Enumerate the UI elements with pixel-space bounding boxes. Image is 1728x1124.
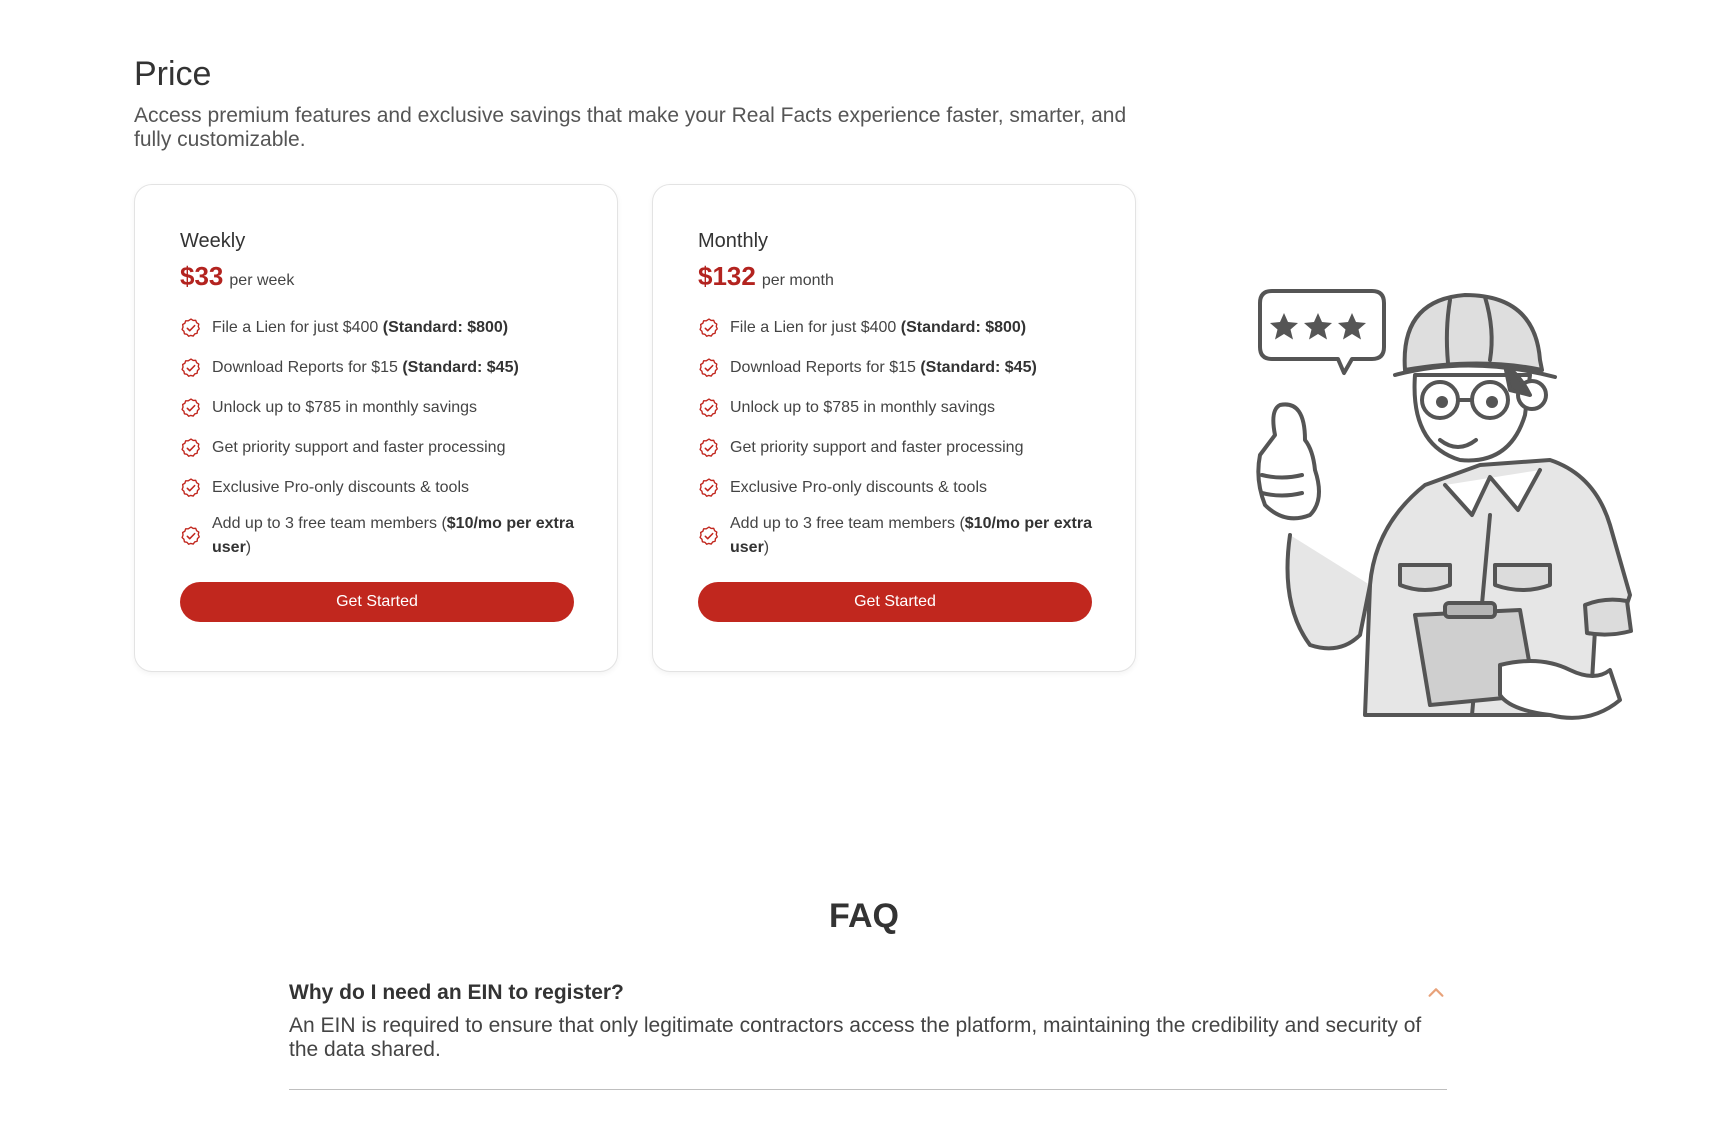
feature-item [698,508,1092,564]
feature-item [180,388,574,428]
faq-divider [289,1089,1447,1090]
feature-item [180,428,574,468]
feature-list [698,308,1092,564]
price-subtitle: Access premium features and exclusive savings that make your Real Facts experience faster, smarter, and fully customizable. [134,104,1127,151]
price-section [134,52,1134,152]
plan-name: Monthly [698,230,769,252]
feature-item [180,468,574,508]
plan-card-monthly [652,184,1136,672]
feature-list [180,308,574,564]
feature-text: Add up to 3 free team members ($10/mo per extra user) [730,515,1092,556]
badge-check-icon [698,317,720,339]
feature-text: Unlock up to $785 in monthly savings [730,399,996,416]
faq-question[interactable]: Why do I need an EIN to register? [289,981,624,1004]
faq-answer: An EIN is required to ensure that only legitimate contractors access the platform, maintaining the credibility and security of the data shared. [289,1014,1422,1061]
badge-check-icon [180,525,202,547]
plan-price: $132 [698,261,756,291]
feature-item [180,508,574,564]
feature-text: Download Reports for $15 (Standard: $45) [730,359,1037,376]
badge-check-icon [180,397,202,419]
plan-price-row [180,260,574,292]
feature-item [698,428,1092,468]
contractor-thumbs-up-illustration [1250,285,1660,720]
price-title: Price [134,55,212,93]
badge-check-icon [180,357,202,379]
faq-question-row[interactable] [289,980,1447,1006]
plan-period: per week [229,272,295,289]
badge-check-icon [180,437,202,459]
feature-text: Exclusive Pro-only discounts & tools [730,479,987,496]
feature-text: Get priority support and faster processing [730,439,1024,456]
plan-card-weekly [134,184,618,672]
feature-text: Exclusive Pro-only discounts & tools [212,479,469,496]
feature-item [698,388,1092,428]
feature-text: Unlock up to $785 in monthly savings [212,399,478,416]
feature-item [698,308,1092,348]
badge-check-icon [698,477,720,499]
badge-check-icon [698,397,720,419]
chevron-up-icon[interactable] [1425,982,1447,1004]
feature-item [180,308,574,348]
get-started-button-weekly[interactable]: Get Started [180,582,574,622]
feature-text: Get priority support and faster processing [212,439,506,456]
feature-item [698,468,1092,508]
badge-check-icon [698,437,720,459]
plan-price: $33 [180,261,224,291]
feature-text: File a Lien for just $400 (Standard: $800) [212,319,509,336]
feature-text: Add up to 3 free team members ($10/mo per extra user) [212,515,574,556]
badge-check-icon [180,317,202,339]
badge-check-icon [180,477,202,499]
get-started-button-monthly[interactable]: Get Started [698,582,1092,622]
plan-name: Weekly [180,230,246,252]
feature-item [180,348,574,388]
faq-title: FAQ [829,897,899,935]
plan-period: per month [761,272,834,289]
plan-price-row [698,260,1092,292]
feature-text: File a Lien for just $400 (Standard: $800) [730,319,1027,336]
feature-item [698,348,1092,388]
badge-check-icon [698,357,720,379]
badge-check-icon [698,525,720,547]
feature-text: Download Reports for $15 (Standard: $45) [212,359,519,376]
faq-item[interactable] [289,980,1447,1062]
